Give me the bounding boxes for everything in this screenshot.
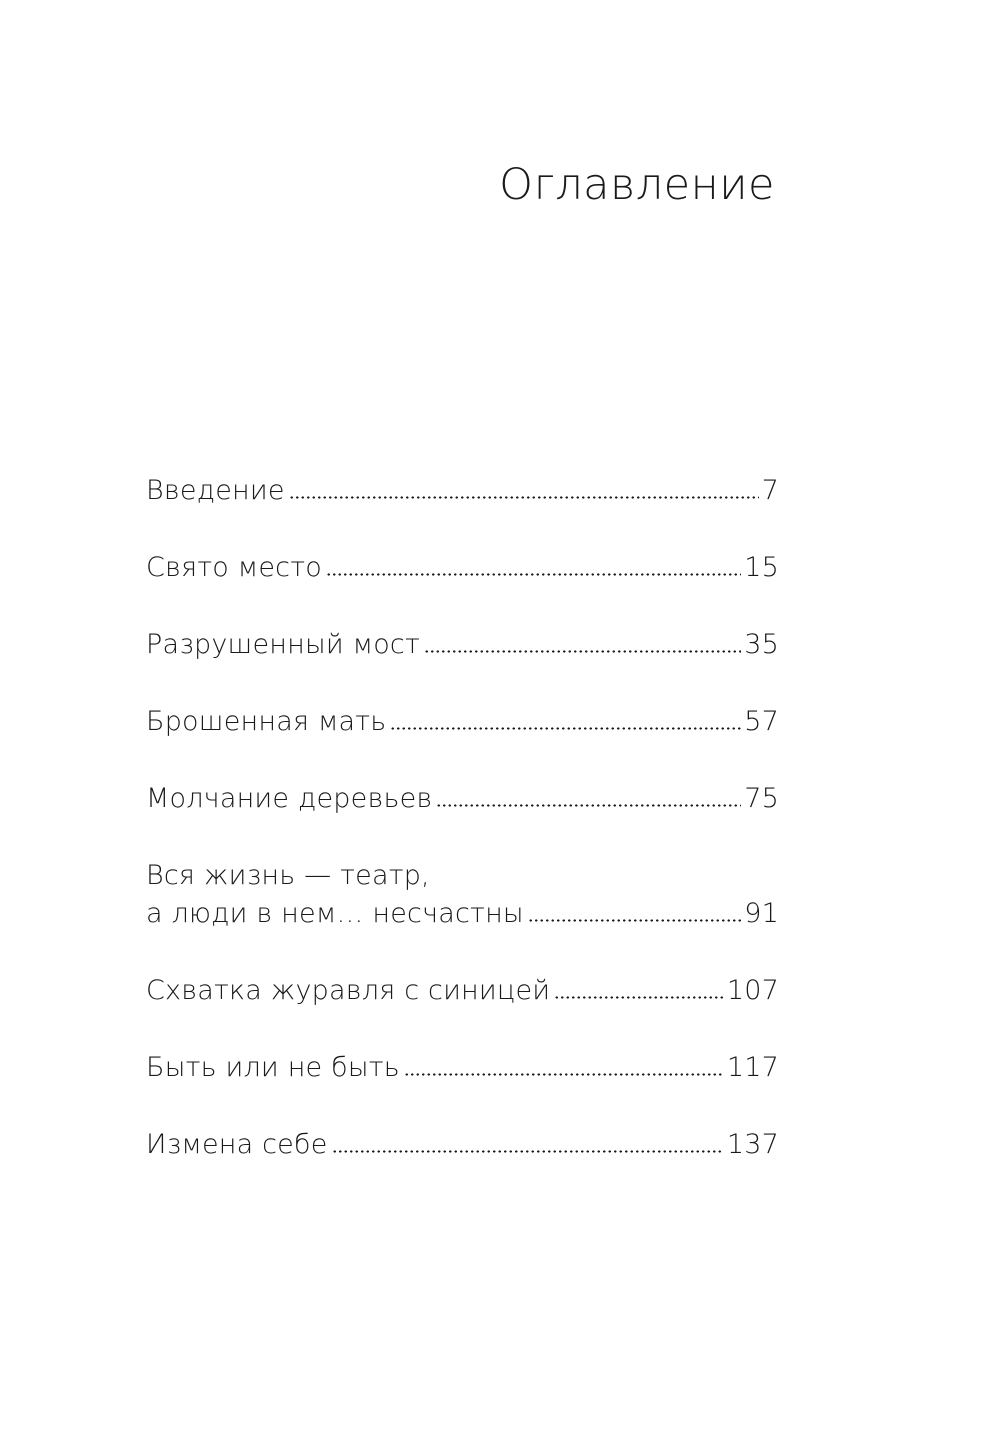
toc-page-number: 7 <box>761 475 779 506</box>
toc-entry <box>146 972 779 1010</box>
toc-entry-title: а люди в нем… несчастны <box>146 898 524 929</box>
toc-page-number: 137 <box>726 1129 779 1160</box>
toc-entry <box>146 1126 779 1164</box>
dot-leader <box>332 1150 724 1153</box>
toc-page-number: 15 <box>744 552 779 583</box>
dot-leader <box>390 727 741 730</box>
dot-leader <box>326 573 741 576</box>
toc-entry-title-line: Вся жизнь — театр, <box>146 860 430 891</box>
toc-entry-row <box>146 1049 779 1087</box>
dot-leader <box>424 650 741 653</box>
toc-page-number: 35 <box>744 629 779 660</box>
toc-entry-row <box>146 780 779 818</box>
dot-leader <box>554 996 724 999</box>
toc-entry <box>146 549 779 587</box>
page-title: Оглавление <box>499 160 775 210</box>
dot-leader <box>436 804 741 807</box>
toc-entry-row <box>146 972 779 1010</box>
toc-entry-title: Разрушенный мост <box>146 629 420 660</box>
toc-entry <box>146 1049 779 1087</box>
toc-entry-title: Измена себе <box>146 1129 328 1160</box>
toc-entry <box>146 472 779 510</box>
toc-entry-row <box>146 549 779 587</box>
dot-leader <box>289 496 759 499</box>
toc-entry <box>146 780 779 818</box>
toc-entry-row <box>146 703 779 741</box>
toc-page-number: 91 <box>744 898 779 929</box>
dot-leader <box>528 919 741 922</box>
toc-entry <box>146 857 779 933</box>
toc-entry-title: Свято место <box>146 552 322 583</box>
toc-entry-title: Молчание деревьев <box>146 783 433 814</box>
toc-entry-title: Быть или не быть <box>146 1052 400 1083</box>
toc-page-number: 107 <box>726 975 779 1006</box>
table-of-contents <box>146 472 779 1203</box>
toc-page-number: 117 <box>726 1052 779 1083</box>
toc-page-number: 75 <box>744 783 779 814</box>
toc-entry-title: Брошенная мать <box>146 706 387 737</box>
toc-entry-row <box>146 626 779 664</box>
toc-entry-title: Введение <box>146 475 285 506</box>
toc-entry-row <box>146 895 779 933</box>
toc-entry-row <box>146 472 779 510</box>
dot-leader <box>404 1073 724 1076</box>
toc-entry-title: Схватка журавля с синицей <box>146 975 551 1006</box>
toc-entry-row <box>146 1126 779 1164</box>
toc-entry <box>146 626 779 664</box>
toc-entry <box>146 703 779 741</box>
toc-page-number: 57 <box>744 706 779 737</box>
